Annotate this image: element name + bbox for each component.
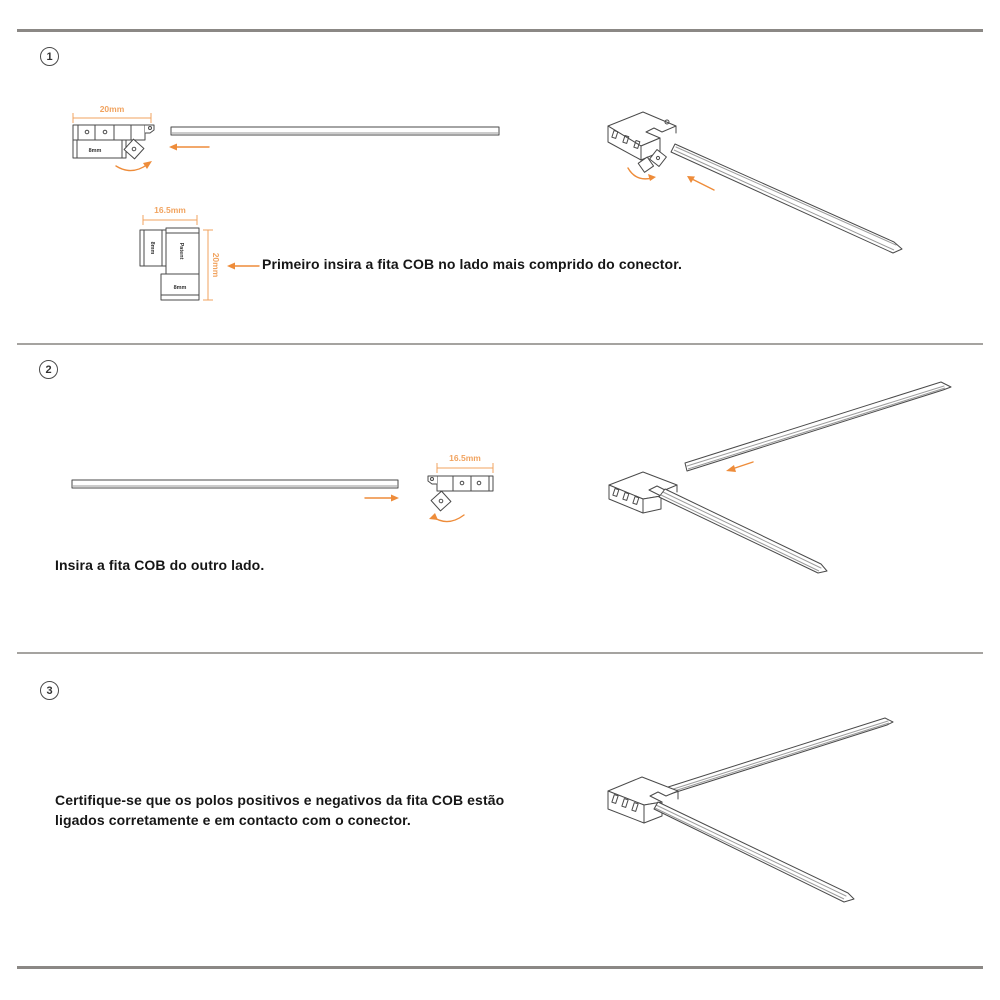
step2-3d-illustration [595, 368, 995, 573]
step-1-number: 1 [46, 50, 53, 63]
open-flap [124, 139, 144, 159]
step1-cob-strip-drawing [160, 118, 510, 160]
insert-left-arrow-icon [169, 144, 209, 151]
rotate-flap-arrow-icon [628, 168, 656, 181]
dim-label-8mm-b: 8mm [173, 285, 187, 291]
top-rule [17, 29, 983, 32]
divider-step1-step2 [17, 343, 983, 345]
step2-connector-side-view [423, 446, 533, 538]
rotate-flap-arrow-icon [116, 161, 152, 171]
step3-3d-illustration [592, 692, 992, 932]
insert-direction-arrow-icon [726, 462, 753, 472]
dim-label-16-5mm: 16.5mm [154, 205, 186, 215]
step-2-badge [39, 360, 58, 379]
step1-3d-illustration [598, 102, 920, 262]
step-1-caption: Primeiro insira a fita COB no lado mais comprido do conector. [262, 256, 682, 272]
dim-label-20mm-vertical: 20mm [211, 252, 221, 278]
caption-pointer-arrow-icon [227, 263, 259, 270]
step-3-number: 3 [46, 684, 53, 697]
divider-step2-step3 [17, 652, 983, 654]
step-2-number: 2 [45, 363, 52, 376]
dim-label-16-5mm: 16.5mm [449, 453, 481, 463]
step1-connector-top-view [128, 202, 263, 310]
step-3-badge [40, 681, 59, 700]
bottom-rule [17, 966, 983, 969]
patent-label: Patent [178, 242, 184, 260]
step-3-caption-line-1: Certifique-se que os polos positivos e negativos da fita COB estão [55, 792, 505, 808]
rotate-flap-arrow-icon [429, 513, 464, 522]
step2-cob-strip-drawing [60, 468, 410, 513]
insert-right-arrow-icon [365, 495, 399, 502]
step-3-caption-line-2: ligados corretamente e em contacto com o conector. [55, 812, 411, 828]
dim-label-8mm-a: 8mm [149, 241, 155, 255]
step-2-caption: Insira a fita COB do outro lado. [55, 557, 265, 573]
dim-label-8mm-side: 8mm [88, 148, 102, 154]
insert-direction-arrow-icon [687, 176, 714, 190]
open-flap [431, 491, 451, 511]
step-1-badge [40, 47, 59, 66]
dim-label-20mm: 20mm [99, 104, 125, 114]
step-3-caption [55, 790, 504, 830]
